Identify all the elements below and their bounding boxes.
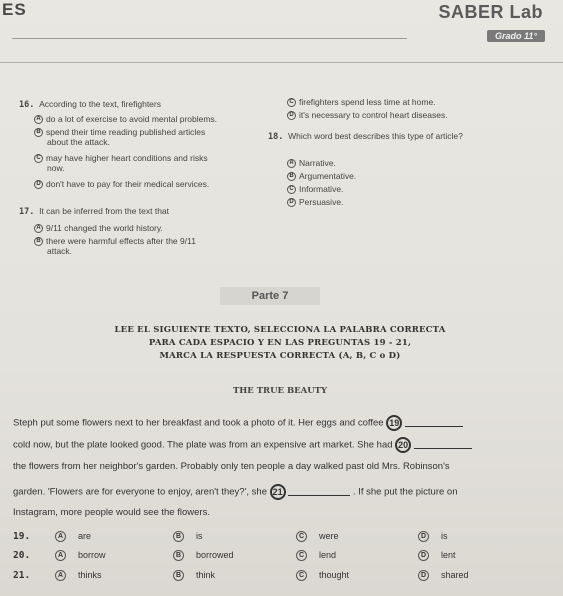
option-16-a[interactable] <box>34 114 217 124</box>
answer-19-c[interactable] <box>296 531 339 542</box>
answer-20-a[interactable] <box>55 550 106 561</box>
option-circle[interactable]: D <box>287 111 296 120</box>
blank-19-marker: 19 <box>386 415 402 431</box>
question-number: 17. <box>19 207 35 217</box>
header-left-label: ES <box>2 0 27 19</box>
story-line-4 <box>13 484 458 500</box>
option-circle[interactable]: A <box>287 159 296 168</box>
answer-19-a[interactable] <box>55 531 91 542</box>
option-text: thinks <box>78 570 102 580</box>
blank-20[interactable] <box>414 441 472 449</box>
option-16-d[interactable] <box>34 179 209 189</box>
option-17-b-cont: attack. <box>47 246 73 256</box>
option-text: Argumentative. <box>299 171 357 181</box>
option-circle[interactable]: B <box>173 531 184 542</box>
option-circle[interactable]: B <box>287 172 296 181</box>
option-circle[interactable]: A <box>34 115 43 124</box>
option-text: lend <box>319 550 337 560</box>
option-18-d[interactable] <box>287 197 343 207</box>
option-text: is <box>441 531 448 541</box>
option-text: don't have to pay for their medical services. <box>46 179 210 189</box>
answer-20-c[interactable] <box>296 550 336 561</box>
option-text: shared <box>441 570 469 580</box>
option-text: do a lot of exercise to avoid mental problems. <box>46 114 218 124</box>
answer-row-21 <box>13 570 553 584</box>
option-circle[interactable]: D <box>418 550 429 561</box>
story-line-3: the flowers from her neighbor's garden. Probably only ten people a day walked past old Mrs. Robinson's <box>13 461 450 472</box>
question-17 <box>19 206 169 217</box>
option-16-c[interactable] <box>34 153 208 163</box>
question-18 <box>268 131 463 142</box>
option-circle[interactable]: B <box>173 570 184 581</box>
blank-21[interactable] <box>288 488 350 496</box>
answer-21-c[interactable] <box>296 570 349 581</box>
instructions-line-1: LEE EL SIGUIENTE TEXTO, SELECCIONA LA PALABRA CORRECTA <box>114 325 446 335</box>
story-text: garden. 'Flowers are for everyone to enjoy, aren't they?', she <box>13 486 267 498</box>
grade-badge: Grado 11° <box>487 30 545 42</box>
option-circle[interactable]: B <box>34 237 43 246</box>
option-17-b[interactable] <box>34 236 196 246</box>
option-text: firefighters spend less time at home. <box>299 97 436 107</box>
option-18-c[interactable] <box>287 184 343 194</box>
story-line-1 <box>13 415 463 431</box>
option-circle[interactable]: D <box>418 570 429 581</box>
option-16-c-cont: now. <box>47 163 65 173</box>
option-16-b-cont: about the attack. <box>47 137 110 147</box>
option-text: thought <box>319 570 350 580</box>
option-16-d-right[interactable] <box>287 110 448 120</box>
option-text: it's necessary to control heart diseases. <box>299 110 448 120</box>
option-text: Persuasive. <box>299 197 344 207</box>
option-text: there were harmful effects after the 9/11 <box>46 236 196 246</box>
option-circle[interactable]: B <box>173 550 184 561</box>
section-divider <box>0 62 563 63</box>
answer-row-20 <box>13 550 553 564</box>
option-text: think <box>196 570 216 580</box>
option-text: spend their time reading published articles <box>46 127 206 137</box>
section-title: Parte 7 <box>220 287 320 305</box>
option-circle[interactable]: C <box>287 185 296 194</box>
option-text: borrow <box>78 550 106 560</box>
question-stem: According to the text, firefighters <box>39 99 161 109</box>
option-circle[interactable]: C <box>34 154 43 163</box>
answer-number: 21. <box>13 570 31 581</box>
option-circle[interactable]: C <box>296 531 307 542</box>
question-16 <box>19 99 161 110</box>
option-16-c-right[interactable] <box>287 97 436 107</box>
story-title: THE TRUE BEAUTY <box>232 386 328 396</box>
option-circle[interactable]: A <box>55 550 66 561</box>
option-text: Narrative. <box>299 158 336 168</box>
option-circle[interactable]: D <box>418 531 429 542</box>
option-text: are <box>78 531 92 541</box>
answer-number: 19. <box>13 531 31 542</box>
question-number: 16. <box>19 100 35 110</box>
option-18-a[interactable] <box>287 158 336 168</box>
option-text: Informative. <box>299 184 344 194</box>
question-stem: It can be inferred from the text that <box>39 206 170 216</box>
option-text: is <box>196 531 203 541</box>
option-circle[interactable]: C <box>296 550 307 561</box>
option-circle[interactable]: C <box>296 570 307 581</box>
answer-19-b[interactable] <box>173 531 203 542</box>
option-circle[interactable]: A <box>34 224 43 233</box>
answer-19-d[interactable] <box>418 531 448 542</box>
option-circle[interactable]: C <box>287 98 296 107</box>
option-circle[interactable]: D <box>287 198 296 207</box>
question-number: 18. <box>268 132 284 142</box>
option-17-a[interactable] <box>34 223 163 233</box>
blank-19[interactable] <box>405 419 463 427</box>
answer-number: 20. <box>13 550 31 561</box>
instructions-line-2: PARA CADA ESPACIO Y EN LAS PREGUNTAS 19 - 21, <box>148 338 412 348</box>
option-text: borrowed <box>196 550 234 560</box>
option-text: were <box>319 531 339 541</box>
option-circle[interactable]: A <box>55 570 66 581</box>
option-circle[interactable]: A <box>55 531 66 542</box>
answer-21-a[interactable] <box>55 570 102 581</box>
blank-20-marker: 20 <box>395 437 411 453</box>
answer-20-b[interactable] <box>173 550 234 561</box>
brand-logo: SABER Lab <box>438 2 543 22</box>
option-text: lent <box>441 550 456 560</box>
option-text: may have higher heart conditions and risks <box>46 153 208 163</box>
option-16-b[interactable] <box>34 127 205 137</box>
answer-row-19 <box>13 531 553 545</box>
story-text: . If she put the picture on <box>352 486 458 498</box>
question-stem: Which word best describes this type of article? <box>288 131 463 141</box>
option-circle[interactable]: D <box>34 180 43 189</box>
story-line-2 <box>13 437 472 453</box>
story-text: Steph put some flowers next to her breakfast and took a photo of it. Her eggs and coffee <box>13 417 384 429</box>
blank-21-marker: 21 <box>270 484 286 500</box>
option-text: 9/11 changed the world history. <box>46 223 163 233</box>
answer-21-d[interactable] <box>418 570 469 581</box>
answer-20-d[interactable] <box>418 550 456 561</box>
option-circle[interactable]: B <box>34 128 43 137</box>
story-line-5: Instagram, more people would see the flowers. <box>13 507 210 518</box>
answer-21-b[interactable] <box>173 570 215 581</box>
story-text: cold now, but the plate looked good. The plate was from an expensive art market. She had <box>13 439 393 451</box>
header-divider <box>12 38 407 39</box>
option-18-b[interactable] <box>287 171 356 181</box>
instructions-line-3: MARCA LA RESPUESTA CORRECTA (A, B, C o D) <box>159 351 401 361</box>
